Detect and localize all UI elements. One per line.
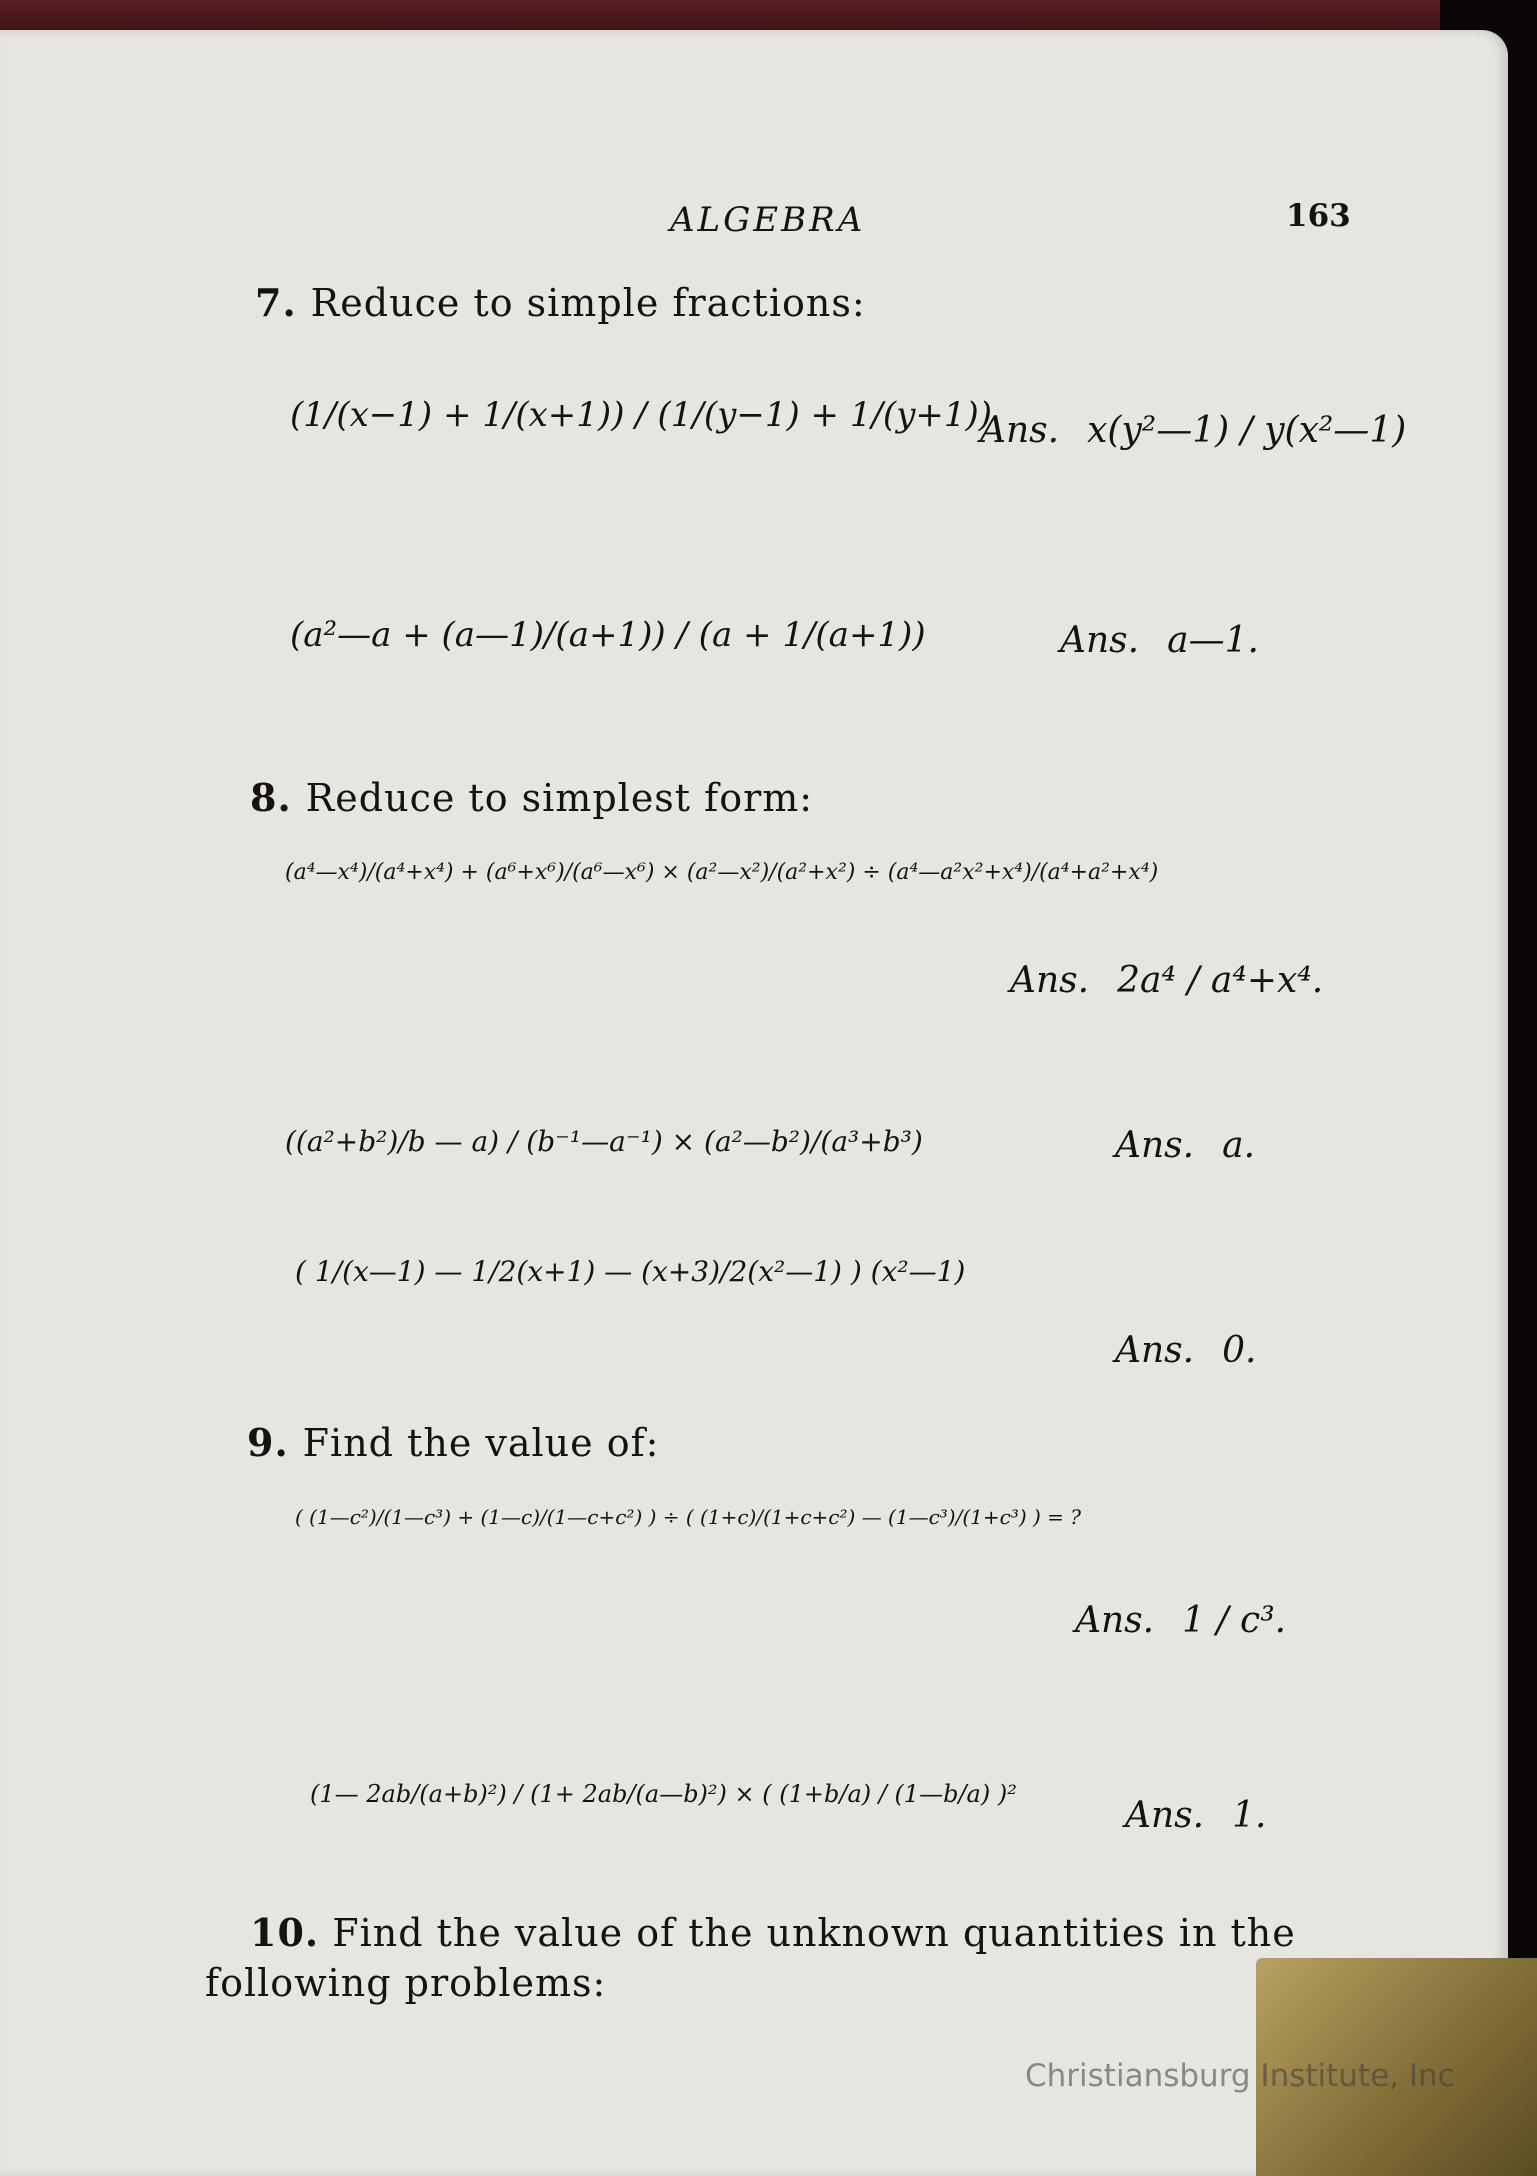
problem-instruction: Reduce to simplest form: [305, 776, 814, 820]
problem-9-answer-2 [1125, 1795, 1266, 1836]
answer-value: 2a⁴ / a⁴+x⁴. [1117, 960, 1324, 1001]
problem-number: 9. [247, 1420, 289, 1465]
answer-value: a. [1222, 1125, 1256, 1166]
answer-label: Ans. [1010, 960, 1090, 1001]
problem-8-heading [250, 775, 813, 820]
problem-7-answer-2 [1060, 620, 1259, 661]
answer-value: 0. [1222, 1330, 1257, 1371]
answer-label: Ans. [1125, 1795, 1205, 1836]
problem-9-expression-2: (1— 2ab/(a+b)²) / (1+ 2ab/(a—b)²) × ( (1+b/a) / (1—b/a) )² [310, 1780, 1017, 1808]
problem-8-expression-2: ((a²+b²)/b — a) / (b⁻¹—a⁻¹) × (a²—b²)/(a³+b³) [285, 1125, 923, 1158]
problem-7-expression-1: (1/(x−1) + 1/(x+1)) / (1/(y−1) + 1/(y+1)) [290, 395, 993, 435]
problem-7-answer-1 [980, 410, 1406, 451]
running-head: ALGEBRA [670, 200, 866, 240]
watermark: Christiansburg Institute, Inc [1025, 2058, 1455, 2094]
answer-label: Ans. [980, 410, 1060, 451]
answer-value: x(y²—1) / y(x²—1) [1087, 410, 1407, 451]
problem-8-answer-2 [1115, 1125, 1255, 1166]
answer-label: Ans. [1075, 1600, 1155, 1641]
problem-7-expression-2: (a²—a + (a—1)/(a+1)) / (a + 1/(a+1)) [290, 615, 926, 655]
problem-9-heading [247, 1420, 659, 1465]
answer-label: Ans. [1115, 1125, 1195, 1166]
answer-value: 1 / c³. [1182, 1600, 1287, 1641]
problem-9-expression-1: ( (1—c²)/(1—c³) + (1—c)/(1—c+c²) ) ÷ ( (1+c)/(1+c+c²) — (1—c³)/(1+c³) ) = ? [295, 1505, 1081, 1529]
problem-number: 10. [250, 1910, 320, 1955]
problem-instruction: Reduce to simple fractions: [310, 281, 866, 325]
problem-instruction: Find the value of: [302, 1421, 660, 1465]
answer-value: a—1. [1167, 620, 1259, 661]
answer-label: Ans. [1060, 620, 1140, 661]
problem-8-expression-3: ( 1/(x—1) — 1/2(x+1) — (x+3)/2(x²—1) ) (x²—1) [295, 1255, 966, 1288]
answer-label: Ans. [1115, 1330, 1195, 1371]
problem-8-answer-3 [1115, 1330, 1256, 1371]
problem-8-expression-1: (a⁴—x⁴)/(a⁴+x⁴) + (a⁶+x⁶)/(a⁶—x⁶) × (a²—x²)/(a²+x²) ÷ (a⁴—a²x²+x⁴)/(a⁴+a²+x⁴) [285, 860, 1159, 885]
problem-9-answer-1 [1075, 1600, 1286, 1641]
problem-number: 8. [250, 775, 292, 820]
problem-number: 7. [255, 280, 297, 325]
problem-instruction: Find the value of the unknown quantities in the following problems: [205, 1911, 1296, 2005]
problem-10-paragraph [205, 1908, 1335, 2008]
problem-7-heading [255, 280, 866, 325]
answer-value: 1. [1232, 1795, 1267, 1836]
page-number: 163 [1286, 198, 1351, 234]
book-cover-edge [0, 0, 1440, 34]
problem-8-answer-1 [1010, 960, 1323, 1001]
book-page [0, 30, 1508, 2176]
